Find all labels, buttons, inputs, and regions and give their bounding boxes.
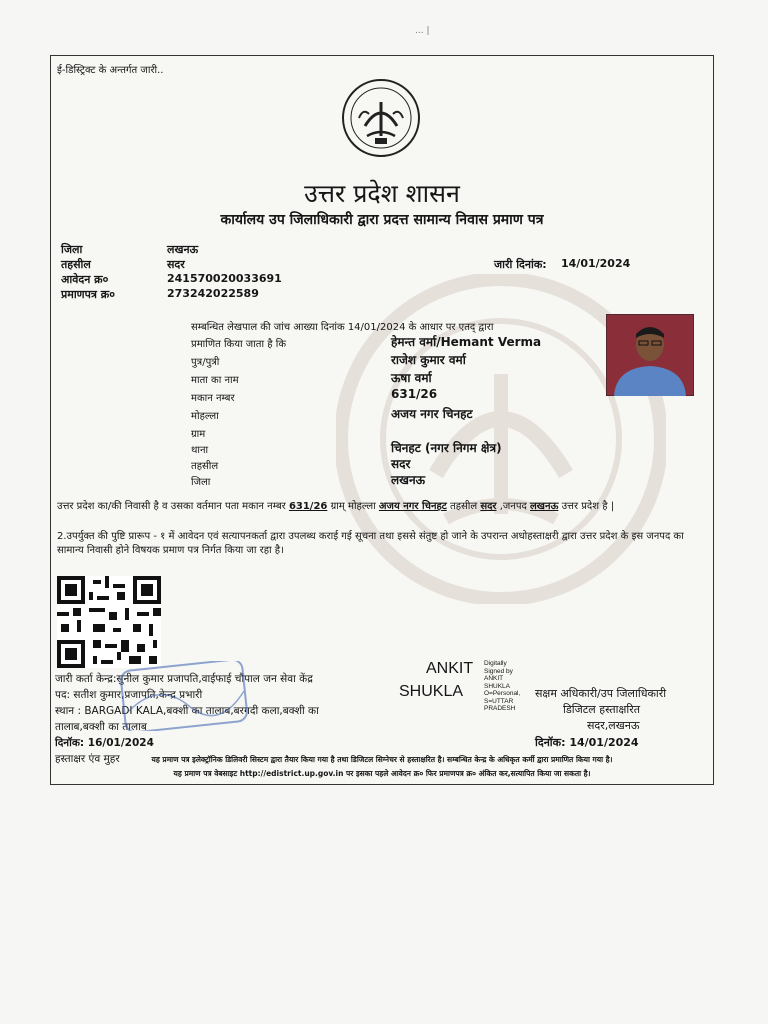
mother-value: ऊषा वर्मा	[391, 371, 432, 385]
detail-district-label: जिला	[191, 477, 211, 488]
page-subtitle: कार्यालय उप जिलाधिकारी द्वारा प्रदत्त सामान्य निवास प्रमाण पत्र	[220, 212, 544, 228]
meta-district-label: जिला	[61, 243, 83, 256]
authority-title: सक्षम अधिकारी/उप जिलाधिकारी	[535, 687, 667, 700]
statement-text: उत्तर प्रदेश है |	[558, 501, 615, 512]
state-emblem-icon	[337, 78, 425, 158]
detail-tehsil-label: तहसील	[191, 461, 219, 472]
qr-code	[57, 576, 161, 668]
issuer-place-2: तालाब,बक्शी का तालाब	[55, 721, 147, 733]
statement-tehsil: सदर	[480, 501, 497, 512]
statement-text: उत्तर प्रदेश का/की निवासी है व उसका वर्तमान पता मकान नम्बर	[57, 501, 289, 512]
center-stamp	[119, 661, 249, 731]
meta-tehsil-label: तहसील	[61, 258, 91, 271]
applicant-photo	[606, 314, 694, 396]
issuer-sign-label: हस्ताक्षर एंव मुहर	[55, 753, 120, 765]
meta-application-label: आवेदन क्र०	[61, 273, 109, 286]
meta-district-value: लखनऊ	[167, 243, 199, 256]
statement-house: 631/26	[288, 501, 328, 512]
statement-mohalla: अजय नगर चिनहट	[378, 501, 447, 512]
signature-detail-line: S=UTTAR	[484, 697, 514, 705]
digital-signature-details	[484, 660, 520, 713]
house-label: मकान नम्बर	[191, 393, 235, 404]
issuer-place: स्थान : BARGADI KALA,बक्शी का तालाब,बरगदी कला,बक्शी का	[55, 705, 319, 717]
meta-certificate-label: प्रमाणपत्र क्र०	[61, 288, 115, 301]
authority-office: सदर,लखनऊ	[587, 719, 640, 732]
signature-detail-line: Digitally	[484, 660, 507, 667]
issue-date-value: 14/01/2024	[561, 257, 631, 270]
certificate	[50, 55, 714, 785]
signature-detail-line: O=Personal,	[484, 690, 521, 697]
police-value: चिनहट (नगर निगम क्षेत्र)	[391, 441, 502, 455]
father-label: पुत्र/पुत्री	[191, 357, 220, 368]
signature-name-line-2: SHUKLA	[399, 683, 464, 700]
top-mark: ... |	[415, 26, 430, 36]
village-label: ग्राम	[191, 429, 206, 440]
certify-label: प्रमाणित किया जाता है कि	[191, 339, 287, 350]
house-value: 631/26	[391, 387, 438, 401]
mother-label: माता का नाम	[191, 375, 239, 386]
father-value: राजेश कुमार वर्मा	[391, 353, 466, 367]
statement-text: ,जनपद	[496, 501, 531, 512]
statement-text: ग्राम् मोहल्ला	[327, 501, 379, 512]
detail-tehsil-value: सदर	[391, 457, 411, 471]
authority-date: दिनॉक: 14/01/2024	[535, 736, 639, 749]
issue-date-label: जारी दिनांक:	[494, 258, 547, 271]
signature-detail-line: ANKIT	[484, 675, 504, 682]
mohalla-label: मोहल्ला	[191, 411, 219, 422]
intro-line: सम्बन्धित लेखपाल की जांच आख्या दिनांक 14/01/2024 के आधार पर एतद् द्वारा	[191, 322, 494, 333]
meta-application-value: 241570020033691	[167, 272, 282, 285]
statement-text: तहसील	[446, 501, 481, 512]
mohalla-value: अजय नगर चिनहट	[391, 407, 473, 421]
name-value: हेमन्त वर्मा/Hemant Verma	[391, 335, 542, 349]
issuer-center: जारी कर्ता केन्द्र:सुनील कुमार प्रजापति,वाईफाई चौपाल जन सेवा केंद्र	[55, 673, 313, 685]
statement-district: लखनऊ	[530, 501, 559, 512]
footer-line-1: यह प्रमाण पत्र इलेक्ट्रॉनिक डिलिवरी सिस्टम द्वारा तैयार किया गया है तथा डिजिटल सिग्नेचर से हस्ताक्षरित है। सम्बन्धित केन्द्र के अधिकृत कर्मी द्वारा प्रमाणित किया गया है।	[151, 755, 613, 764]
page-title: उत्तर प्रदेश शासन	[304, 179, 460, 208]
signature-detail-line: SHUKLA	[484, 682, 511, 690]
authority-digital: डिजिटल हस्ताक्षरित	[563, 703, 640, 716]
signature-detail-line: Signed by	[484, 667, 513, 675]
police-label: थाना	[191, 445, 209, 456]
statement-paragraph-1	[57, 500, 707, 514]
meta-certificate-value: 273242022589	[167, 287, 259, 300]
detail-district-value: लखनऊ	[391, 473, 426, 487]
signature-detail-line: PRADESH	[484, 705, 516, 712]
issuer-post: पद: सतीश कुमार,प्रजापति,केन्द्र प्रभारी	[55, 689, 203, 701]
signature-name-line-1: ANKIT	[426, 660, 474, 677]
footer-line-2: यह प्रमाण पत्र वेबसाइट http://edistrict.up.gov.in पर इसका पहले आवेदन क्र० फिर प्रमाणपत्र क्र० अंकित कर,सत्यापित किया जा सकता है।	[173, 769, 591, 778]
header-note: ई-डिस्ट्रिक्ट के अन्तर्गत जारी..	[57, 65, 164, 76]
issuer-date: दिनॉक: 16/01/2024	[55, 737, 154, 749]
meta-tehsil-value: सदर	[167, 258, 185, 271]
statement-paragraph-2: 2.उपर्युक्त की पुष्टि प्रारूप - १ में आवेदन एवं सत्यापनकर्ता द्वारा उपलब्ध कराई गई सूचना तथा इससे संतुष्ट हो जाने के उपरान्त अधोहस्ताक्षरी द्वारा उत्तर प्रदेश के इस जनपद का सामान्य निवासी होने विषयक प्रमाण पत्र निर्गत किया जा रहा है।	[57, 531, 684, 556]
